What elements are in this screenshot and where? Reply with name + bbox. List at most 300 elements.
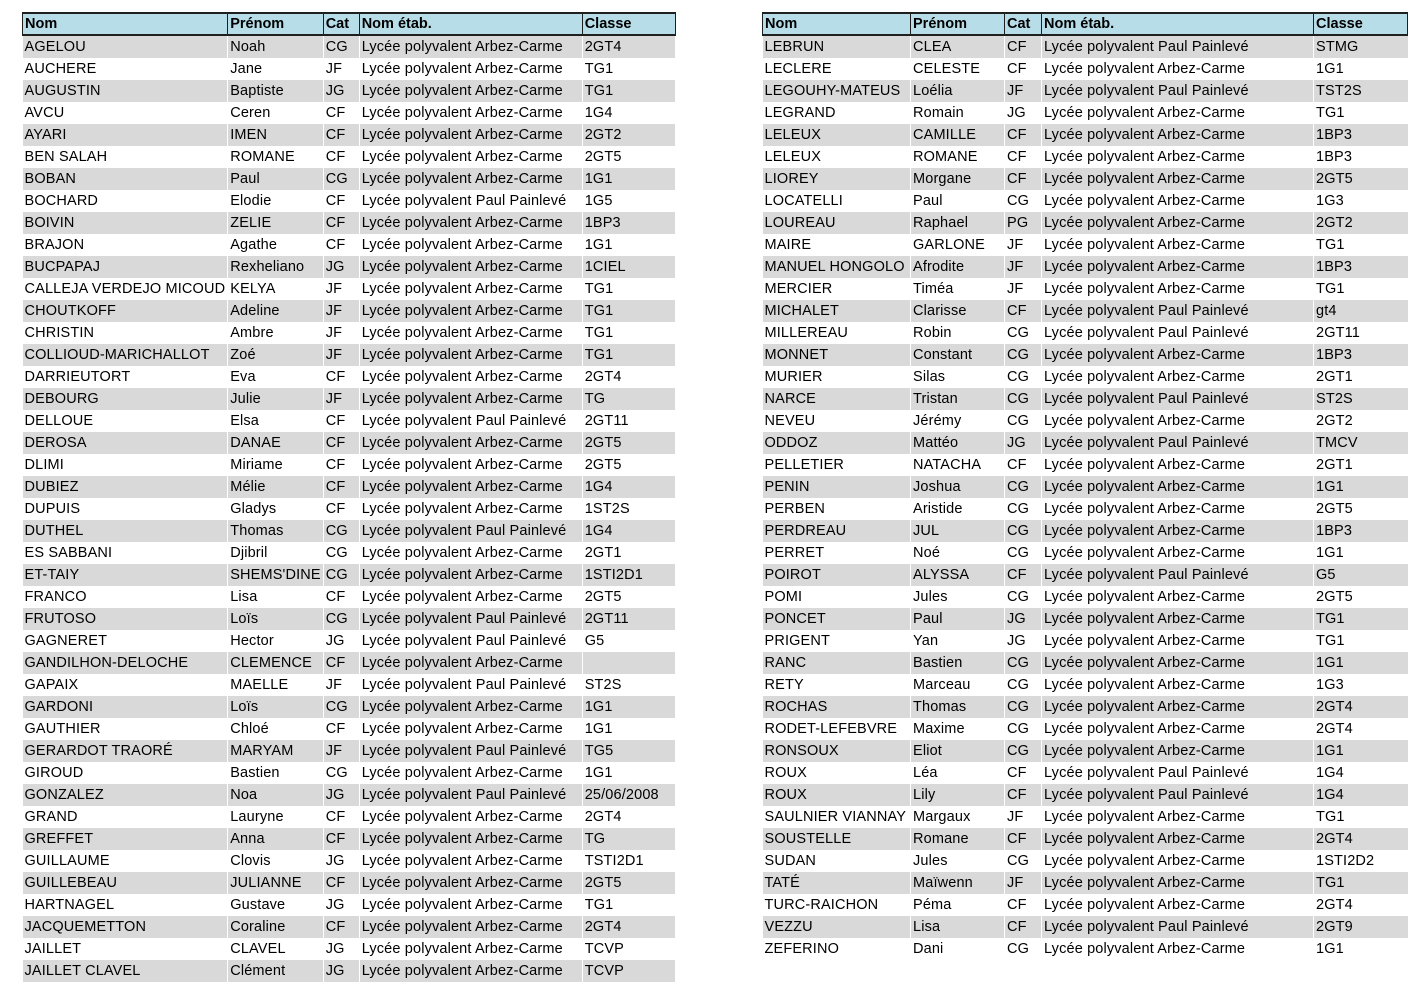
cell-classe: 1G1 xyxy=(582,168,675,190)
cell-nom-etab: Lycée polyvalent Paul Painlevé xyxy=(1042,388,1314,410)
cell-nom-etab: Lycée polyvalent Arbez-Carme xyxy=(1042,520,1314,542)
cell-cat: CG xyxy=(1005,696,1042,718)
cell-cat: CG xyxy=(1005,190,1042,212)
header-classe: Classe xyxy=(1314,13,1408,35)
table-body-left xyxy=(23,35,676,982)
cell-nom: GUILLAUME xyxy=(23,850,228,872)
table-row xyxy=(23,718,676,740)
cell-nom: LECLERE xyxy=(763,58,911,80)
cell-nom: GERARDOT TRAORÉ xyxy=(23,740,228,762)
cell-nom-etab: Lycée polyvalent Arbez-Carme xyxy=(1042,190,1314,212)
cell-nom: GAPAIX xyxy=(23,674,228,696)
cell-prenom: Lisa xyxy=(911,916,1005,938)
cell-prenom: Jules xyxy=(911,850,1005,872)
cell-nom-etab: Lycée polyvalent Arbez-Carme xyxy=(1042,498,1314,520)
table-row xyxy=(23,828,676,850)
cell-nom: GANDILHON-DELOCHE xyxy=(23,652,228,674)
header-nom: Nom xyxy=(23,13,228,35)
cell-nom: FRUTOSO xyxy=(23,608,228,630)
table-row xyxy=(23,916,676,938)
cell-nom-etab: Lycée polyvalent Arbez-Carme xyxy=(359,564,582,586)
cell-nom-etab: Lycée polyvalent Paul Painlevé xyxy=(359,190,582,212)
table-row xyxy=(763,608,1408,630)
cell-nom: RODET-LEFEBVRE xyxy=(763,718,911,740)
cell-nom-etab: Lycée polyvalent Arbez-Carme xyxy=(359,916,582,938)
table-row xyxy=(23,322,676,344)
cell-cat: JF xyxy=(1005,256,1042,278)
cell-nom: LELEUX xyxy=(763,124,911,146)
cell-nom: SOUSTELLE xyxy=(763,828,911,850)
cell-nom-etab: Lycée polyvalent Arbez-Carme xyxy=(359,762,582,784)
cell-nom: PERDREAU xyxy=(763,520,911,542)
cell-prenom: SHEMS'DINE xyxy=(228,564,323,586)
cell-prenom: Thomas xyxy=(228,520,323,542)
cell-classe: 1G4 xyxy=(1314,784,1408,806)
cell-prenom: Zoé xyxy=(228,344,323,366)
cell-nom-etab: Lycée polyvalent Arbez-Carme xyxy=(359,806,582,828)
cell-classe: 2GT1 xyxy=(582,542,675,564)
cell-nom-etab: Lycée polyvalent Arbez-Carme xyxy=(359,388,582,410)
cell-nom-etab: Lycée polyvalent Arbez-Carme xyxy=(1042,674,1314,696)
header-nom-etab: Nom étab. xyxy=(1042,13,1314,35)
cell-nom: ES SABBANI xyxy=(23,542,228,564)
cell-nom-etab: Lycée polyvalent Arbez-Carme xyxy=(1042,410,1314,432)
cell-nom-etab: Lycée polyvalent Arbez-Carme xyxy=(1042,102,1314,124)
cell-cat: CG xyxy=(1005,366,1042,388)
cell-nom-etab: Lycée polyvalent Arbez-Carme xyxy=(359,586,582,608)
cell-classe: 2GT4 xyxy=(582,35,675,58)
table-row xyxy=(23,80,676,102)
cell-prenom: Elsa xyxy=(228,410,323,432)
cell-classe: 2GT9 xyxy=(1314,916,1408,938)
cell-cat: JG xyxy=(323,256,359,278)
cell-nom: SAULNIER VIANNAY xyxy=(763,806,911,828)
cell-prenom: GARLONE xyxy=(911,234,1005,256)
cell-nom-etab: Lycée polyvalent Arbez-Carme xyxy=(359,366,582,388)
cell-nom: ODDOZ xyxy=(763,432,911,454)
cell-nom-etab: Lycée polyvalent Paul Painlevé xyxy=(359,784,582,806)
cell-nom-etab: Lycée polyvalent Arbez-Carme xyxy=(359,938,582,960)
cell-classe: 1G3 xyxy=(1314,674,1408,696)
cell-classe: TG xyxy=(582,828,675,850)
cell-nom-etab: Lycée polyvalent Paul Painlevé xyxy=(359,740,582,762)
cell-prenom: Aristide xyxy=(911,498,1005,520)
cell-prenom: Loïs xyxy=(228,608,323,630)
cell-cat: CF xyxy=(1005,168,1042,190)
cell-cat: CG xyxy=(323,542,359,564)
cell-nom-etab: Lycée polyvalent Arbez-Carme xyxy=(1042,124,1314,146)
cell-cat: JG xyxy=(1005,432,1042,454)
cell-prenom: CLAVEL xyxy=(228,938,323,960)
cell-nom: AUGUSTIN xyxy=(23,80,228,102)
cell-prenom: Adeline xyxy=(228,300,323,322)
table-row xyxy=(763,278,1408,300)
table-row xyxy=(23,938,676,960)
table-row xyxy=(23,564,676,586)
cell-nom: LIOREY xyxy=(763,168,911,190)
cell-nom: GRAND xyxy=(23,806,228,828)
header-classe: Classe xyxy=(582,13,675,35)
cell-prenom: Lisa xyxy=(228,586,323,608)
cell-nom: MERCIER xyxy=(763,278,911,300)
cell-cat: JF xyxy=(1005,806,1042,828)
cell-cat: JG xyxy=(1005,630,1042,652)
cell-prenom: Ambre xyxy=(228,322,323,344)
cell-nom-etab: Lycée polyvalent Arbez-Carme xyxy=(1042,344,1314,366)
cell-nom: BRAJON xyxy=(23,234,228,256)
cell-nom-etab: Lycée polyvalent Arbez-Carme xyxy=(1042,366,1314,388)
table-row xyxy=(763,916,1408,938)
cell-nom-etab: Lycée polyvalent Paul Painlevé xyxy=(1042,564,1314,586)
table-row xyxy=(763,80,1408,102)
table-row xyxy=(23,498,676,520)
cell-prenom: Robin xyxy=(911,322,1005,344)
table-row xyxy=(763,124,1408,146)
cell-nom-etab: Lycée polyvalent Paul Painlevé xyxy=(1042,784,1314,806)
cell-nom-etab: Lycée polyvalent Arbez-Carme xyxy=(359,652,582,674)
table-row xyxy=(23,762,676,784)
table-row xyxy=(23,872,676,894)
cell-prenom: Tristan xyxy=(911,388,1005,410)
cell-classe: TST2S xyxy=(1314,80,1408,102)
cell-cat: CG xyxy=(1005,740,1042,762)
cell-nom: AUCHERE xyxy=(23,58,228,80)
table-row xyxy=(763,564,1408,586)
table-row xyxy=(23,608,676,630)
cell-classe: 1G4 xyxy=(582,476,675,498)
cell-prenom: Raphael xyxy=(911,212,1005,234)
cell-nom: PERRET xyxy=(763,542,911,564)
cell-cat: CG xyxy=(323,168,359,190)
cell-cat: CG xyxy=(323,762,359,784)
cell-prenom: Yan xyxy=(911,630,1005,652)
cell-nom: MICHALET xyxy=(763,300,911,322)
table-row xyxy=(23,586,676,608)
cell-nom-etab: Lycée polyvalent Arbez-Carme xyxy=(359,300,582,322)
cell-nom-etab: Lycée polyvalent Arbez-Carme xyxy=(359,35,582,58)
cell-cat: CF xyxy=(323,872,359,894)
cell-classe: 2GT4 xyxy=(1314,696,1408,718)
cell-nom: BOIVIN xyxy=(23,212,228,234)
cell-cat: CF xyxy=(1005,146,1042,168)
cell-cat: CG xyxy=(323,696,359,718)
table-row xyxy=(23,850,676,872)
cell-nom: DARRIEUTORT xyxy=(23,366,228,388)
cell-classe: 1G3 xyxy=(1314,190,1408,212)
cell-nom: GIROUD xyxy=(23,762,228,784)
table-row xyxy=(763,542,1408,564)
cell-prenom: ROMANE xyxy=(911,146,1005,168)
table-row xyxy=(23,454,676,476)
cell-nom-etab: Lycée polyvalent Paul Painlevé xyxy=(359,630,582,652)
cell-classe: 1STI2D2 xyxy=(1314,850,1408,872)
cell-cat: JG xyxy=(323,850,359,872)
cell-classe: 2GT4 xyxy=(582,366,675,388)
cell-classe: TG1 xyxy=(1314,278,1408,300)
table-row xyxy=(763,168,1408,190)
cell-classe: TG1 xyxy=(582,894,675,916)
cell-classe: 1BP3 xyxy=(1314,344,1408,366)
cell-classe: TG1 xyxy=(582,322,675,344)
cell-nom: AGELOU xyxy=(23,35,228,58)
cell-nom: MAIRE xyxy=(763,234,911,256)
cell-nom: DUTHEL xyxy=(23,520,228,542)
cell-prenom: DANAE xyxy=(228,432,323,454)
cell-nom-etab: Lycée polyvalent Arbez-Carme xyxy=(1042,542,1314,564)
table-row xyxy=(763,696,1408,718)
cell-classe: 1CIEL xyxy=(582,256,675,278)
cell-prenom: Jane xyxy=(228,58,323,80)
cell-classe: 2GT5 xyxy=(1314,586,1408,608)
table-row xyxy=(763,58,1408,80)
cell-classe: gt4 xyxy=(1314,300,1408,322)
cell-prenom: Paul xyxy=(911,608,1005,630)
cell-cat: CG xyxy=(1005,344,1042,366)
cell-cat: CF xyxy=(1005,58,1042,80)
cell-nom-etab: Lycée polyvalent Arbez-Carme xyxy=(359,344,582,366)
cell-prenom: Bastien xyxy=(228,762,323,784)
cell-nom-etab: Lycée polyvalent Arbez-Carme xyxy=(1042,696,1314,718)
table-row xyxy=(763,938,1408,960)
table-row xyxy=(23,124,676,146)
table-row xyxy=(763,784,1408,806)
cell-classe xyxy=(582,652,675,674)
cell-nom-etab: Lycée polyvalent Arbez-Carme xyxy=(1042,168,1314,190)
cell-cat: JG xyxy=(1005,102,1042,124)
cell-prenom: JUL xyxy=(911,520,1005,542)
cell-cat: CG xyxy=(1005,542,1042,564)
header-nom: Nom xyxy=(763,13,911,35)
cell-cat: CF xyxy=(1005,564,1042,586)
cell-cat: CG xyxy=(1005,520,1042,542)
cell-cat: CF xyxy=(1005,454,1042,476)
cell-cat: JF xyxy=(1005,80,1042,102)
cell-prenom: Loélia xyxy=(911,80,1005,102)
cell-nom: POMI xyxy=(763,586,911,608)
table-row xyxy=(23,674,676,696)
cell-classe: 2GT4 xyxy=(1314,718,1408,740)
table-row xyxy=(763,828,1408,850)
cell-prenom: CELESTE xyxy=(911,58,1005,80)
cell-cat: JF xyxy=(323,300,359,322)
cell-nom: PRIGENT xyxy=(763,630,911,652)
left-student-table-section xyxy=(22,12,676,982)
table-row xyxy=(763,190,1408,212)
table-row xyxy=(763,366,1408,388)
cell-classe: 1G4 xyxy=(582,102,675,124)
cell-prenom: Julie xyxy=(228,388,323,410)
cell-prenom: Bastien xyxy=(911,652,1005,674)
cell-nom-etab: Lycée polyvalent Arbez-Carme xyxy=(1042,806,1314,828)
table-row xyxy=(763,102,1408,124)
cell-nom-etab: Lycée polyvalent Arbez-Carme xyxy=(359,454,582,476)
cell-prenom: ROMANE xyxy=(228,146,323,168)
cell-nom-etab: Lycée polyvalent Paul Painlevé xyxy=(359,608,582,630)
table-row xyxy=(23,542,676,564)
cell-nom: MONNET xyxy=(763,344,911,366)
cell-classe: TG1 xyxy=(1314,806,1408,828)
cell-nom: DEBOURG xyxy=(23,388,228,410)
cell-nom-etab: Lycée polyvalent Paul Painlevé xyxy=(1042,916,1314,938)
header-cat: Cat xyxy=(323,13,359,35)
cell-cat: JF xyxy=(323,278,359,300)
cell-classe: 1G1 xyxy=(1314,58,1408,80)
cell-classe: 1G1 xyxy=(582,234,675,256)
cell-classe: TG xyxy=(582,388,675,410)
cell-classe: 1G1 xyxy=(1314,938,1408,960)
cell-cat: JF xyxy=(323,388,359,410)
cell-classe: G5 xyxy=(1314,564,1408,586)
cell-prenom: Romain xyxy=(911,102,1005,124)
cell-cat: CG xyxy=(323,564,359,586)
cell-classe: 1BP3 xyxy=(1314,146,1408,168)
header-prenom: Prénom xyxy=(911,13,1005,35)
cell-nom-etab: Lycée polyvalent Arbez-Carme xyxy=(359,124,582,146)
cell-nom-etab: Lycée polyvalent Arbez-Carme xyxy=(1042,872,1314,894)
cell-classe: 1ST2S xyxy=(582,498,675,520)
cell-prenom: Jules xyxy=(911,586,1005,608)
cell-nom-etab: Lycée polyvalent Paul Painlevé xyxy=(359,410,582,432)
table-header-row xyxy=(23,13,676,35)
cell-nom: TURC-RAICHON xyxy=(763,894,911,916)
cell-nom: ZEFERINO xyxy=(763,938,911,960)
right-student-table-section xyxy=(762,12,1408,960)
cell-prenom: CLEMENCE xyxy=(228,652,323,674)
cell-cat: JG xyxy=(323,630,359,652)
cell-nom: TATÉ xyxy=(763,872,911,894)
cell-cat: CF xyxy=(323,476,359,498)
cell-prenom: Silas xyxy=(911,366,1005,388)
cell-nom-etab: Lycée polyvalent Arbez-Carme xyxy=(1042,586,1314,608)
cell-nom: ROUX xyxy=(763,762,911,784)
cell-cat: CF xyxy=(323,102,359,124)
cell-nom-etab: Lycée polyvalent Arbez-Carme xyxy=(359,872,582,894)
cell-nom-etab: Lycée polyvalent Arbez-Carme xyxy=(359,322,582,344)
cell-nom-etab: Lycée polyvalent Arbez-Carme xyxy=(359,256,582,278)
cell-cat: CG xyxy=(1005,586,1042,608)
table-row xyxy=(763,850,1408,872)
cell-classe: 1G1 xyxy=(582,762,675,784)
cell-nom: NEVEU xyxy=(763,410,911,432)
cell-nom: LELEUX xyxy=(763,146,911,168)
table-row xyxy=(23,212,676,234)
cell-nom-etab: Lycée polyvalent Paul Painlevé xyxy=(1042,432,1314,454)
cell-nom-etab: Lycée polyvalent Arbez-Carme xyxy=(1042,718,1314,740)
cell-classe: 1G1 xyxy=(582,718,675,740)
cell-nom-etab: Lycée polyvalent Arbez-Carme xyxy=(359,894,582,916)
cell-prenom: Lauryne xyxy=(228,806,323,828)
table-row xyxy=(23,234,676,256)
cell-classe: STMG xyxy=(1314,35,1408,58)
table-body-right xyxy=(763,35,1408,960)
cell-cat: CF xyxy=(1005,35,1042,58)
cell-cat: CF xyxy=(323,806,359,828)
cell-cat: PG xyxy=(1005,212,1042,234)
cell-prenom: Romane xyxy=(911,828,1005,850)
cell-prenom: Maïwenn xyxy=(911,872,1005,894)
table-row xyxy=(23,278,676,300)
cell-nom: ROUX xyxy=(763,784,911,806)
cell-nom: GUILLEBEAU xyxy=(23,872,228,894)
cell-classe: 1BP3 xyxy=(1314,256,1408,278)
table-row xyxy=(23,960,676,982)
cell-nom: JAILLET CLAVEL xyxy=(23,960,228,982)
cell-nom-etab: Lycée polyvalent Arbez-Carme xyxy=(359,80,582,102)
cell-prenom: Chloé xyxy=(228,718,323,740)
cell-cat: CF xyxy=(323,586,359,608)
cell-nom: NARCE xyxy=(763,388,911,410)
cell-prenom: Marceau xyxy=(911,674,1005,696)
cell-cat: JF xyxy=(323,58,359,80)
table-row xyxy=(763,35,1408,58)
cell-classe: TSTI2D1 xyxy=(582,850,675,872)
cell-cat: CG xyxy=(1005,718,1042,740)
cell-prenom: JULIANNE xyxy=(228,872,323,894)
cell-nom-etab: Lycée polyvalent Arbez-Carme xyxy=(1042,894,1314,916)
table-row xyxy=(763,740,1408,762)
cell-classe: TCVP xyxy=(582,938,675,960)
cell-prenom: Jérémy xyxy=(911,410,1005,432)
student-table-right xyxy=(762,12,1408,960)
cell-cat: JG xyxy=(323,938,359,960)
cell-prenom: Eva xyxy=(228,366,323,388)
cell-classe: 25/06/2008 xyxy=(582,784,675,806)
table-header-row xyxy=(763,13,1408,35)
cell-prenom: Paul xyxy=(911,190,1005,212)
table-row xyxy=(763,234,1408,256)
cell-cat: JF xyxy=(1005,234,1042,256)
table-row xyxy=(763,410,1408,432)
table-row xyxy=(763,388,1408,410)
cell-nom-etab: Lycée polyvalent Arbez-Carme xyxy=(1042,608,1314,630)
cell-classe: 2GT11 xyxy=(1314,322,1408,344)
table-row xyxy=(763,674,1408,696)
cell-nom-etab: Lycée polyvalent Paul Painlevé xyxy=(359,520,582,542)
cell-cat: CF xyxy=(1005,784,1042,806)
cell-prenom: Rexheliano xyxy=(228,256,323,278)
cell-nom: DEROSA xyxy=(23,432,228,454)
cell-cat: CG xyxy=(1005,388,1042,410)
table-row xyxy=(763,872,1408,894)
cell-cat: CF xyxy=(1005,894,1042,916)
cell-cat: CF xyxy=(323,718,359,740)
cell-cat: CG xyxy=(1005,652,1042,674)
cell-cat: CF xyxy=(1005,300,1042,322)
cell-nom: CHRISTIN xyxy=(23,322,228,344)
cell-nom-etab: Lycée polyvalent Arbez-Carme xyxy=(359,168,582,190)
cell-nom: HARTNAGEL xyxy=(23,894,228,916)
cell-cat: CF xyxy=(1005,762,1042,784)
cell-nom-etab: Lycée polyvalent Arbez-Carme xyxy=(1042,850,1314,872)
cell-cat: CG xyxy=(1005,322,1042,344)
cell-cat: CG xyxy=(1005,498,1042,520)
table-row xyxy=(23,740,676,762)
cell-nom: FRANCO xyxy=(23,586,228,608)
cell-nom-etab: Lycée polyvalent Arbez-Carme xyxy=(1042,58,1314,80)
cell-cat: JF xyxy=(323,322,359,344)
table-row xyxy=(763,476,1408,498)
cell-cat: CG xyxy=(1005,410,1042,432)
cell-classe: TG1 xyxy=(582,80,675,102)
cell-nom: CALLEJA VERDEJO MICOUD xyxy=(23,278,228,300)
cell-classe: 2GT5 xyxy=(582,146,675,168)
cell-prenom: IMEN xyxy=(228,124,323,146)
cell-prenom: Léa xyxy=(911,762,1005,784)
cell-cat: CF xyxy=(323,410,359,432)
cell-classe: 2GT5 xyxy=(1314,168,1408,190)
cell-nom-etab: Lycée polyvalent Paul Painlevé xyxy=(1042,35,1314,58)
cell-classe: 2GT2 xyxy=(582,124,675,146)
